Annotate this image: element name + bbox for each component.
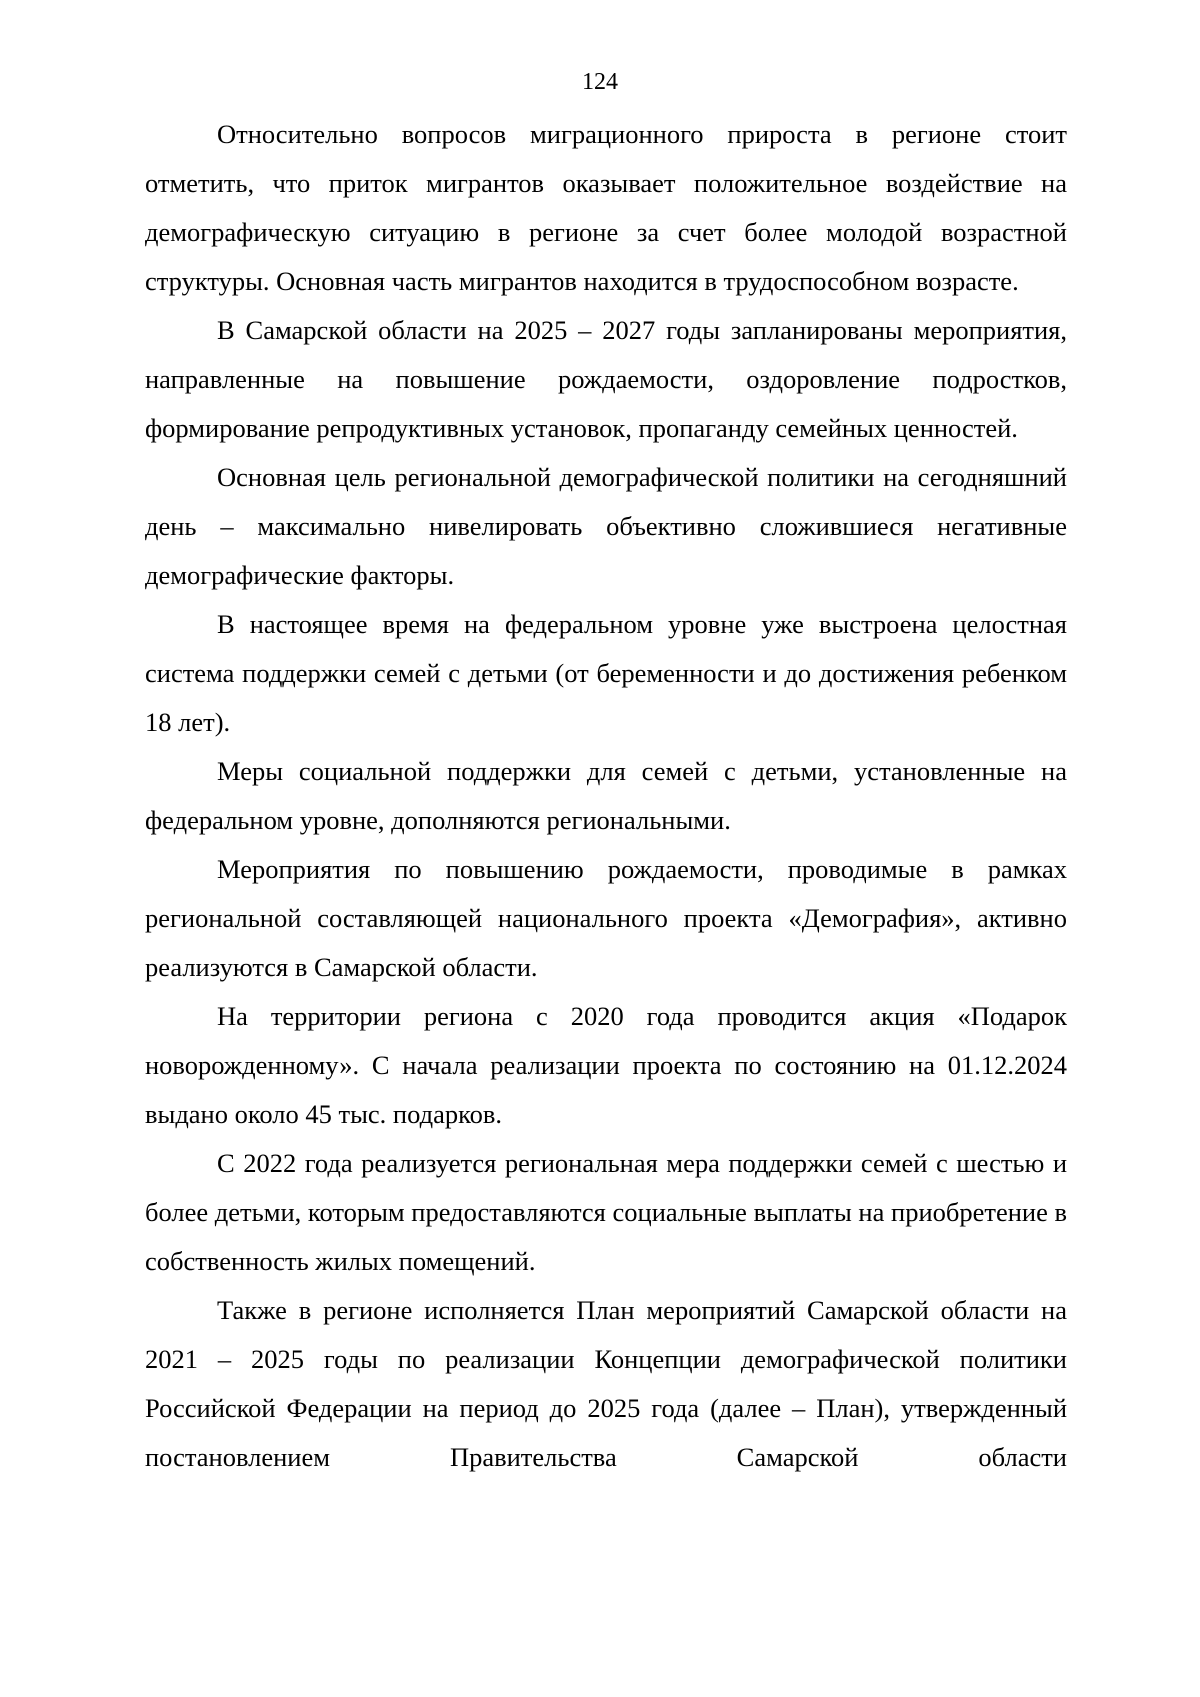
page-number: 124 [582, 69, 618, 95]
paragraph-federal-support: В настоящее время на федеральном уровне уже выстроена целостная система поддержки семей с детьми (от беременности и до достижения ребенком 18 лет). [145, 609, 1067, 737]
paragraph-national-project: Мероприятия по повышению рождаемости, проводимые в рамках региональной составляющей национального проекта «Демография», активно реализуются в Самарской области. [145, 854, 1067, 982]
body-text [145, 110, 1067, 1482]
paragraph-regional-measures: Меры социальной поддержки для семей с детьми, установленные на федеральном уровне, дополняются региональными. [145, 756, 1067, 835]
paragraph-newborn-gift: На территории региона с 2020 года проводится акция «Подарок новорожденному». С начала реализации проекта по состоянию на 01.12.2024 выдано около 45 тыс. подарков. [145, 1001, 1067, 1129]
paragraph-large-families: С 2022 года реализуется региональная мера поддержки семей с шестью и более детьми, которым предоставляются социальные выплаты на приобретение в собственность жилых помещений. [145, 1148, 1067, 1276]
paragraph-action-plan: Также в регионе исполняется План мероприятий Самарской области на 2021 – 2025 годы по реализации Концепции демографической политики Российской Федерации на период до 2025 года (далее – План), утвержденный постановлением Правительства Самарской области [145, 1295, 1067, 1472]
paragraph-planned-measures: В Самарской области на 2025 – 2027 годы запланированы мероприятия, направленные на повышение рождаемости, оздоровление подростков, формирование репродуктивных установок, пропаганду семейных ценностей. [145, 315, 1067, 443]
paragraph-migration: Относительно вопросов миграционного прироста в регионе стоит отметить, что приток мигрантов оказывает положительное воздействие на демографическую ситуацию в регионе за счет более молодой возрастной структуры. Основная часть мигрантов находится в трудоспособном возрасте. [145, 119, 1067, 296]
paragraph-policy-goal: Основная цель региональной демографической политики на сегодняшний день – максимально нивелировать объективно сложившиеся негативные демографические факторы. [145, 462, 1067, 590]
